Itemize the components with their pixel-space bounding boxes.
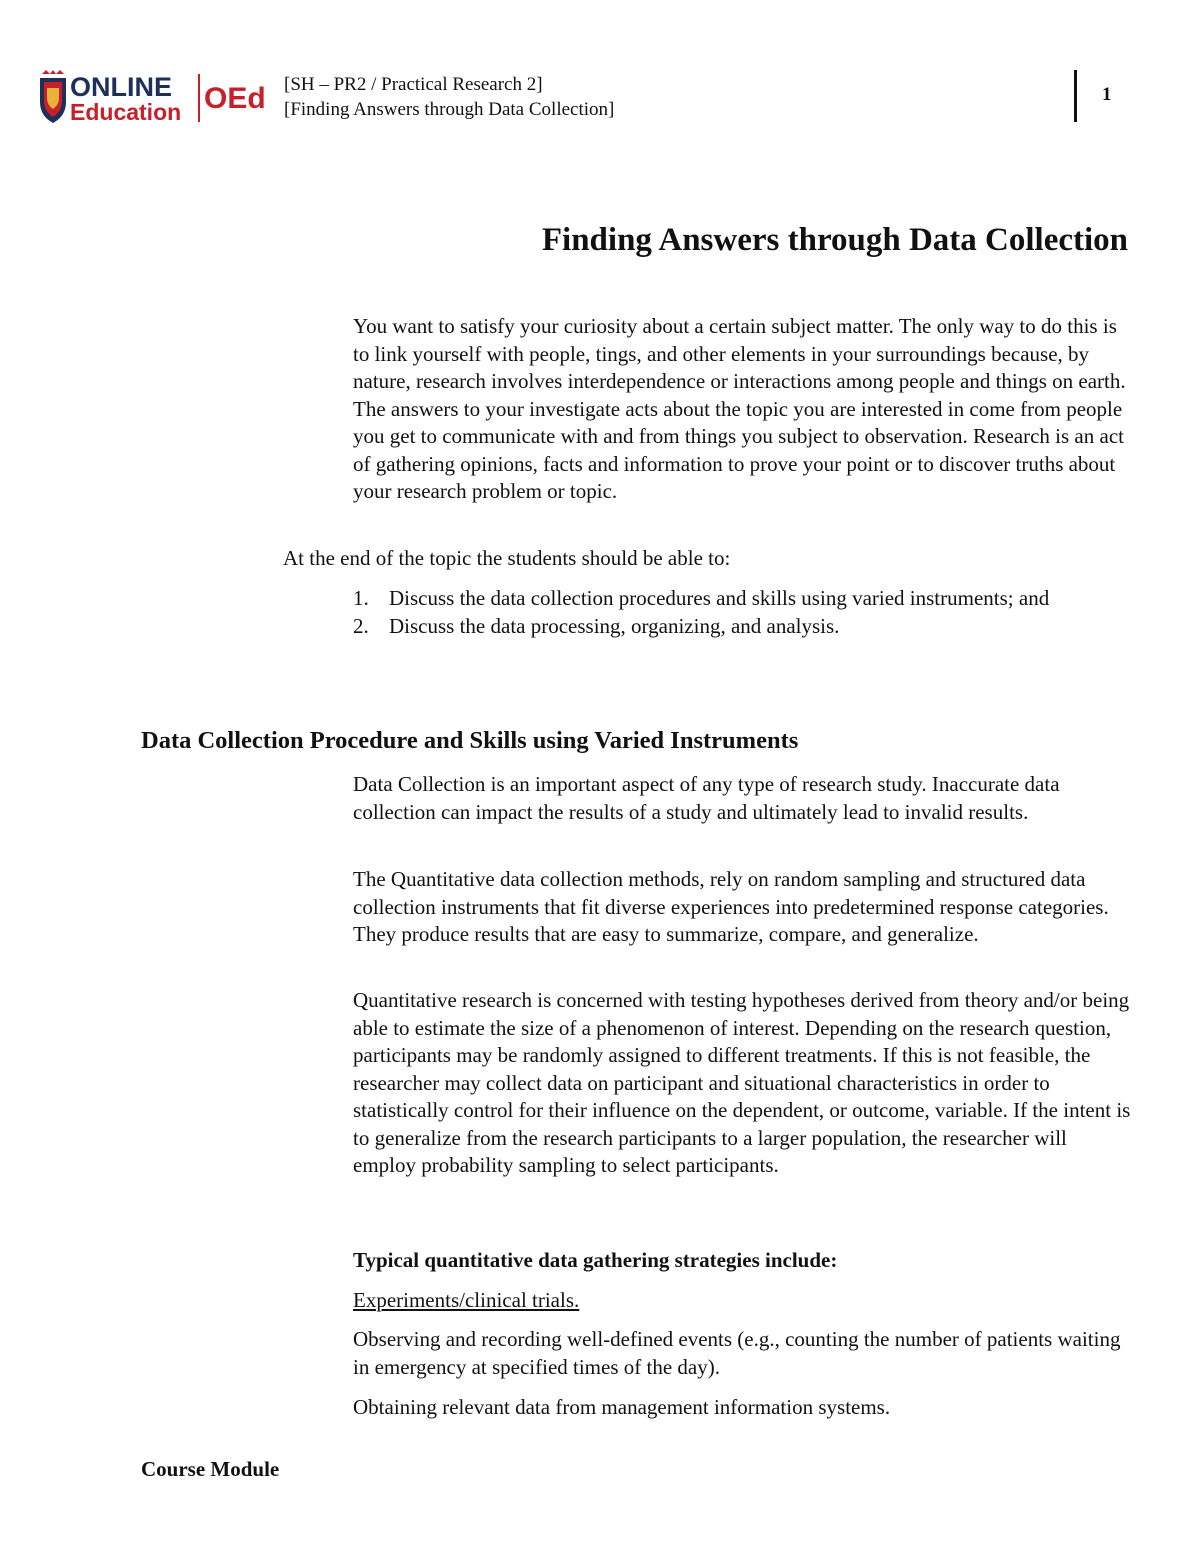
running-header xyxy=(284,72,614,122)
logo-divider xyxy=(198,74,200,122)
section-heading: Data Collection Procedure and Skills using Varied Instruments xyxy=(141,727,799,754)
objectives-lead: At the end of the topic the students should be able to: xyxy=(283,546,731,570)
header-course-line: [SH – PR2 / Practical Research 2] xyxy=(284,74,543,95)
paragraph: Data Collection is an important aspect of any type of research study. Inaccurate data collection can impact the results of a study and ultimately lead to invalid results. xyxy=(353,772,1060,824)
objectives-list xyxy=(353,585,1130,640)
list-number: 2. xyxy=(353,613,369,638)
online-education-logo xyxy=(36,68,272,126)
shield-icon xyxy=(40,70,66,123)
strategy-item-observing: Observing and recording well-defined events (e.g., counting the number of patients waiting in emergency at specified times of the day). xyxy=(353,1327,1121,1379)
logo-education-text: Education xyxy=(70,99,182,125)
page-title: Finding Answers through Data Collection xyxy=(541,222,1128,258)
list-number: 1. xyxy=(353,586,369,610)
page-footer: Course Module xyxy=(141,1457,280,1481)
strategy-item-experiments: Experiments/clinical trials. xyxy=(353,1288,580,1312)
paragraph: The Quantitative data collection methods, rely on random sampling and structured data collection instruments that fit diverse experiences into predetermined response categories. They produce results that are easy to summarize, compare, and generalize. xyxy=(353,867,1109,946)
logo-online-text: ONLINE xyxy=(70,72,173,102)
list-item xyxy=(353,585,1130,613)
header-divider xyxy=(1074,70,1077,122)
strategy-item-mis: Obtaining relevant data from management information systems. xyxy=(353,1395,891,1419)
list-item-text: Discuss the data collection procedures and skills using varied instruments; and xyxy=(389,586,1050,610)
strategies-lead: Typical quantitative data gathering strategies include: xyxy=(353,1248,838,1272)
list-item-text: Discuss the data processing, organizing, and analysis. xyxy=(389,613,840,638)
header-topic-line: [Finding Answers through Data Collection] xyxy=(284,99,615,120)
paragraph: Quantitative research is concerned with testing hypotheses derived from theory and/or being able to estimate the size of a phenomenon of interest. Depending on the research question, participants may be randomly assigned to different treatments. If this is not feasible, the researcher may collect data on participant and situational characteristics in order to statistically control for their influence on the dependent, or outcome, variable. If the intent is to generalize from the research participants to a larger population, the researcher will employ probability sampling to select participants. xyxy=(353,988,1131,1177)
intro-paragraph: You want to satisfy your curiosity about a certain subject matter. The only way to do this is to link yourself with people, tings, and other elements in your surroundings because, by nature, research involves interdependence or interactions among people and things on earth. The answers to your investigate acts about the topic you are interested in come from people you get to communicate with and from things you subject to observation. Research is an act of gathering opinions, facts and information to prove your point or to discover truths about your research problem or topic. xyxy=(353,314,1126,503)
logo-oed-text: OEd xyxy=(204,82,266,115)
list-item xyxy=(353,613,1130,641)
page-number: 1 xyxy=(1102,84,1112,105)
